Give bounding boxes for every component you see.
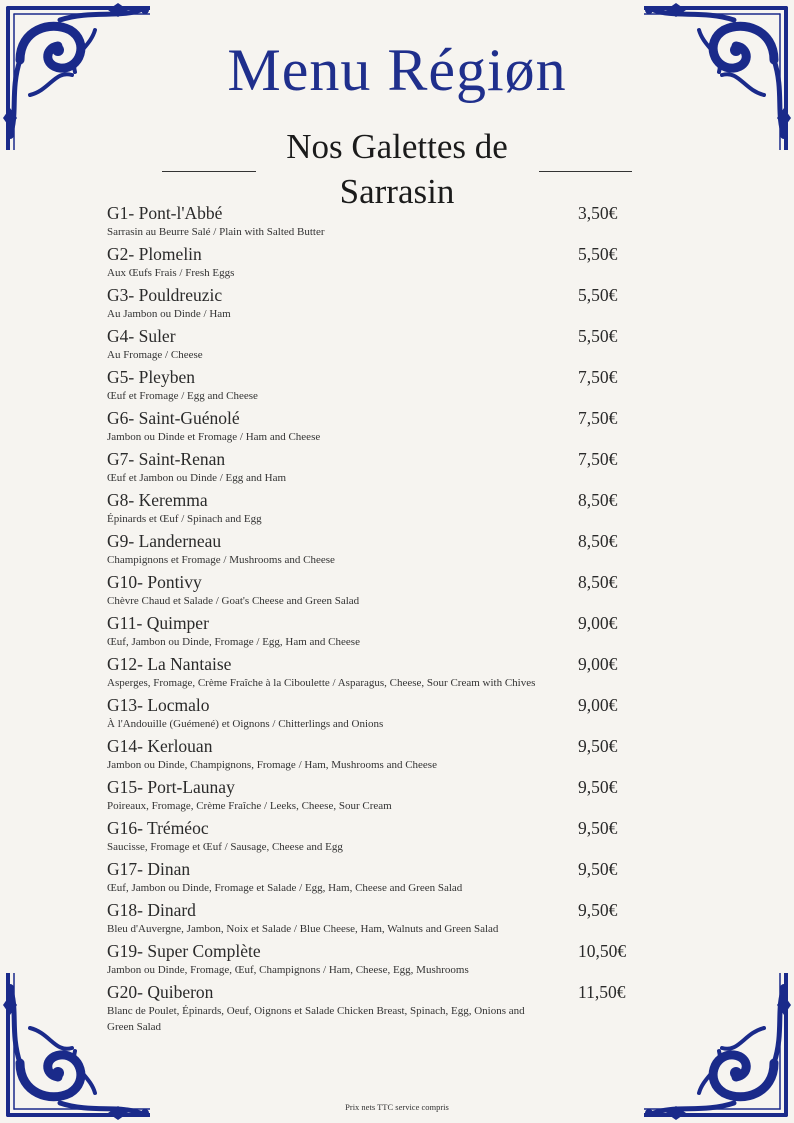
- menu-item-price: 9,00€: [578, 695, 618, 715]
- menu-item-name: G11- Quimper: [107, 613, 209, 633]
- menu-item-price: 11,50€: [578, 982, 626, 1002]
- menu-item-description: Œuf et Jambon ou Dinde / Egg and Ham: [107, 472, 287, 484]
- menu-item-description: Œuf, Jambon ou Dinde, Fromage et Salade / Egg, Ham, Cheese and Green Salad: [107, 882, 463, 894]
- menu-item: [107, 695, 647, 732]
- menu-item: [107, 244, 647, 281]
- menu-item: [107, 613, 647, 650]
- menu-item: [107, 777, 647, 814]
- menu-item-price: 8,50€: [578, 531, 618, 551]
- menu-item: [107, 490, 647, 527]
- menu-item-name: G5- Pleyben: [107, 367, 195, 387]
- menu-item-name: G18- Dinard: [107, 900, 196, 920]
- menu-item: [107, 859, 647, 896]
- menu-item: [107, 736, 647, 773]
- menu-item: [107, 326, 647, 363]
- menu-item-description: Blanc de Poulet, Épinards, Oeuf, Oignons et Salade Chicken Breast, Spinach, Egg, Onions and Green Salad: [107, 1005, 525, 1033]
- menu-item-price: 3,50€: [578, 203, 618, 223]
- subtitle-rule-right: [539, 171, 632, 172]
- menu-item-name: G1- Pont-l'Abbé: [107, 203, 223, 223]
- menu-item-description: Au Jambon ou Dinde / Ham: [107, 308, 231, 320]
- menu-item-description: À l'Andouille (Guémené) et Oignons / Chitterlings and Onions: [107, 718, 384, 730]
- menu-item-name: G8- Keremma: [107, 490, 208, 510]
- menu-item-name: G3- Pouldreuzic: [107, 285, 223, 305]
- price-note: Prix nets TTC service compris: [345, 1102, 449, 1112]
- menu-item-price: 5,50€: [578, 326, 618, 346]
- section-title: Nos Galettes de Sarrasin: [286, 127, 508, 211]
- menu-item-price: 10,50€: [578, 941, 627, 961]
- menu-item-price: 9,50€: [578, 818, 618, 838]
- menu-item-price: 9,50€: [578, 777, 618, 797]
- menu-item-name: G20- Quiberon: [107, 982, 214, 1002]
- menu-item-name: G10- Pontivy: [107, 572, 202, 592]
- menu-item-price: 5,50€: [578, 244, 618, 264]
- menu-item-price: 8,50€: [578, 490, 618, 510]
- menu-item-name: G16- Tréméoc: [107, 818, 209, 838]
- menu-item-price: 7,50€: [578, 367, 618, 387]
- menu-item: [107, 203, 647, 240]
- menu-item-description: Au Fromage / Cheese: [107, 349, 203, 361]
- menu-item: [107, 572, 647, 609]
- menu-item: [107, 941, 647, 978]
- page-title: Menu Régiøn: [227, 37, 567, 103]
- menu-item: [107, 900, 647, 937]
- menu-item-name: G2- Plomelin: [107, 244, 202, 264]
- menu-item-price: 7,50€: [578, 408, 618, 428]
- menu-item-price: 8,50€: [578, 572, 618, 592]
- menu-item: [107, 285, 647, 322]
- menu-item-price: 5,50€: [578, 285, 618, 305]
- menu-item: [107, 982, 647, 1035]
- menu-item-description: Épinards et Œuf / Spinach and Egg: [107, 513, 262, 525]
- menu-item-name: G15- Port-Launay: [107, 777, 235, 797]
- menu-item-description: Jambon ou Dinde, Champignons, Fromage / Ham, Mushrooms and Cheese: [107, 759, 437, 771]
- menu-item: [107, 367, 647, 404]
- menu-item: [107, 818, 647, 855]
- menu-item-description: Poireaux, Fromage, Crème Fraîche / Leeks, Cheese, Sour Cream: [107, 800, 392, 812]
- menu-item-price: 9,00€: [578, 654, 618, 674]
- menu-item-description: Asperges, Fromage, Crème Fraîche à la Ciboulette / Asparagus, Cheese, Sour Cream with Chives: [107, 677, 536, 689]
- menu-item-name: G17- Dinan: [107, 859, 191, 879]
- menu-item-name: G7- Saint-Renan: [107, 449, 226, 469]
- menu-item-price: 9,50€: [578, 736, 618, 756]
- menu-item-description: Aux Œufs Frais / Fresh Eggs: [107, 267, 235, 279]
- menu-item-description: Saucisse, Fromage et Œuf / Sausage, Cheese and Egg: [107, 841, 343, 853]
- menu-item-name: G19- Super Complète: [107, 941, 261, 961]
- menu-item-name: G12- La Nantaise: [107, 654, 232, 674]
- menu-item: [107, 654, 647, 691]
- menu-item-name: G6- Saint-Guénolé: [107, 408, 240, 428]
- menu-item-name: G13- Locmalo: [107, 695, 210, 715]
- menu-item-description: Jambon ou Dinde et Fromage / Ham and Cheese: [107, 431, 321, 443]
- menu-item-description: Sarrasin au Beurre Salé / Plain with Salted Butter: [107, 226, 325, 238]
- subtitle-rule-left: [162, 171, 256, 172]
- corner-ornament-icon: [644, 973, 794, 1123]
- menu-item-price: 9,50€: [578, 859, 618, 879]
- menu-item-description: Champignons et Fromage / Mushrooms and Cheese: [107, 554, 335, 566]
- menu-item-name: G4- Suler: [107, 326, 176, 346]
- menu-item-description: Bleu d'Auvergne, Jambon, Noix et Salade / Blue Cheese, Ham, Walnuts and Green Salad: [107, 923, 499, 935]
- menu-item-price: 7,50€: [578, 449, 618, 469]
- menu-item-name: G9- Landerneau: [107, 531, 222, 551]
- menu-item-description: Chèvre Chaud et Salade / Goat's Cheese and Green Salad: [107, 595, 360, 607]
- menu-item: [107, 449, 647, 486]
- menu-item: [107, 408, 647, 445]
- menu-item: [107, 531, 647, 568]
- menu-item-price: 9,50€: [578, 900, 618, 920]
- menu-list: [107, 203, 647, 1039]
- menu-item-description: Œuf et Fromage / Egg and Cheese: [107, 390, 258, 402]
- menu-item-name: G14- Kerlouan: [107, 736, 213, 756]
- menu-item-description: Jambon ou Dinde, Fromage, Œuf, Champignons / Ham, Cheese, Egg, Mushrooms: [107, 964, 469, 976]
- menu-item-description: Œuf, Jambon ou Dinde, Fromage / Egg, Ham and Cheese: [107, 636, 360, 648]
- menu-item-price: 9,00€: [578, 613, 618, 633]
